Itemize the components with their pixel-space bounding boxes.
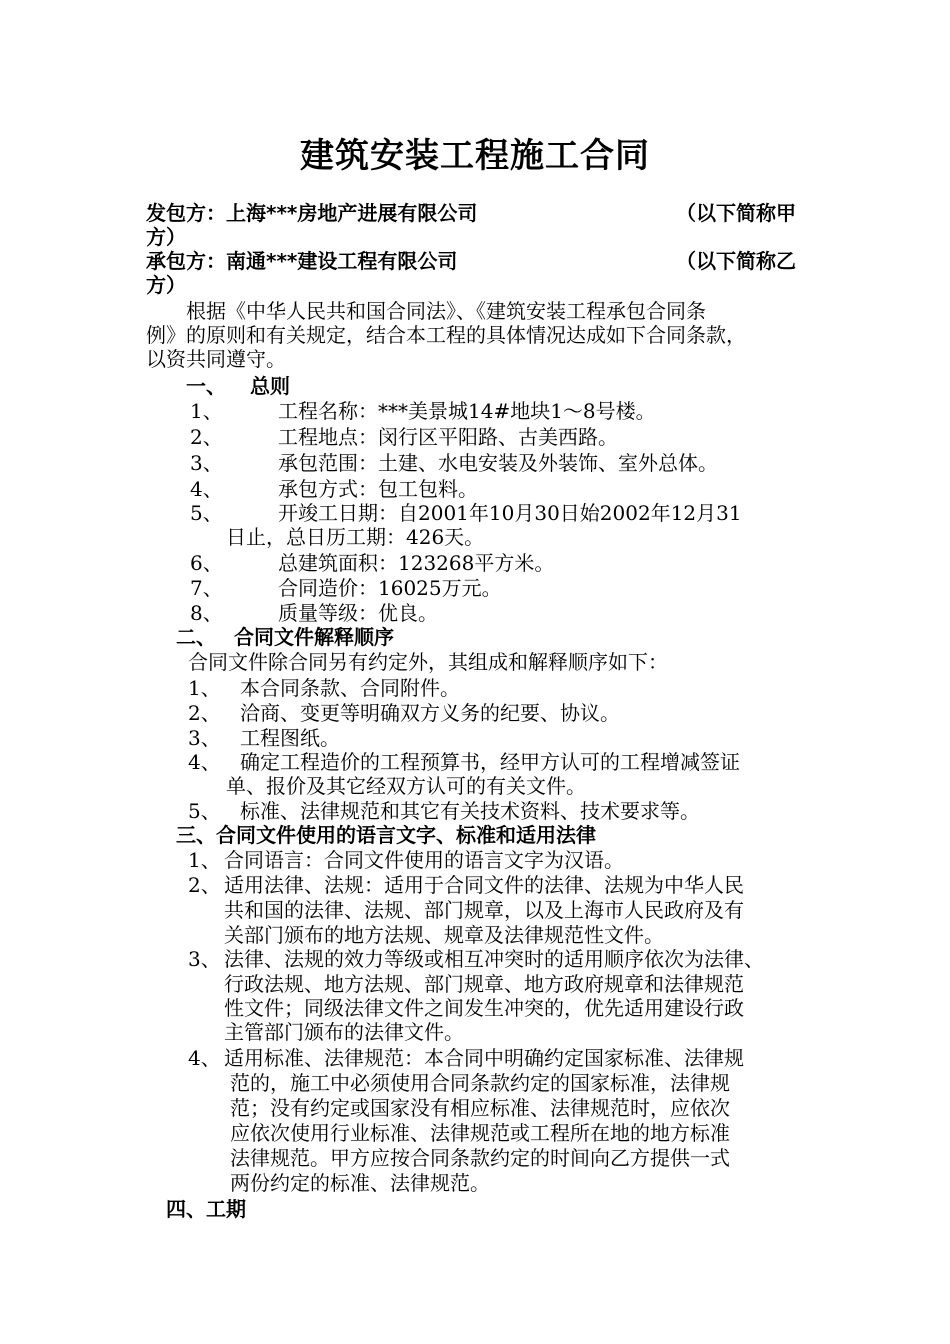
party-b-label: 承包方：南通***建设工程有限公司 xyxy=(146,249,458,273)
document-title: 建筑安装工程施工合同 xyxy=(300,136,650,176)
preamble-line: 例》的原则和有关规定，结合本工程的具体情况达成如下合同条款， xyxy=(146,323,746,347)
list-item-number: 5、 xyxy=(190,501,223,525)
list-item-text-cont: 性文件；同级法律文件之间发生冲突的，优先适用建设行政 xyxy=(224,996,744,1020)
list-item-text-cont: 日止，总日历工期：426天。 xyxy=(226,525,485,549)
list-item-text: 法律、法规的效力等级或相互冲突时的适用顺序依次为法律、 xyxy=(224,947,764,971)
list-item-number: 1、 xyxy=(188,848,221,872)
section-heading: 四、工期 xyxy=(166,1197,246,1221)
section-heading: 总则 xyxy=(250,374,290,398)
party-a-note-cont: 方） xyxy=(146,225,186,249)
list-item-number: 8、 xyxy=(190,601,223,625)
list-item-text: 开竣工日期：自2001年10月30日始2002年12月31 xyxy=(278,501,742,525)
section-heading: 三、合同文件使用的语言文字、标准和适用法律 xyxy=(176,823,596,847)
list-item-text-cont: 应依次使用行业标准、法律规范或工程所在地的地方标准 xyxy=(230,1121,730,1145)
list-item-text-cont: 关部门颁布的地方法规、规章及法律规范性文件。 xyxy=(224,923,664,947)
section-number: 一、 xyxy=(186,374,226,398)
list-item-text: 工程地点：闵行区平阳路、古美西路。 xyxy=(278,425,618,449)
section-number: 二、 xyxy=(176,625,216,649)
preamble-line: 以资共同遵守。 xyxy=(146,347,286,371)
list-item-number: 4、 xyxy=(188,1046,221,1070)
list-item-number: 2、 xyxy=(188,873,221,897)
list-item-number: 6、 xyxy=(190,551,223,575)
list-item-text: 工程名称：***美景城14#地块1～8号楼。 xyxy=(278,399,656,423)
list-item-number: 3、 xyxy=(190,451,223,475)
list-item-text: 确定工程造价的工程预算书，经甲方认可的工程增减签证 xyxy=(240,750,740,774)
list-item-text: 工程图纸。 xyxy=(240,726,340,750)
list-item-text: 洽商、变更等明确双方义务的纪要、协议。 xyxy=(240,701,620,725)
list-item-text-cont: 范；没有约定或国家没有相应标准、法律规范时，应依次 xyxy=(230,1096,730,1120)
section-intro: 合同文件除合同另有约定外，其组成和解释顺序如下： xyxy=(188,650,668,674)
list-item-text: 承包范围：土建、水电安装及外装饰、室外总体。 xyxy=(278,451,718,475)
list-item-number: 5、 xyxy=(188,799,221,823)
list-item-text: 质量等级：优良。 xyxy=(278,601,438,625)
list-item-text-cont: 范的，施工中必须使用合同条款约定的国家标准，法律规 xyxy=(230,1071,730,1095)
list-item-text: 适用标准、法律规范：本合同中明确约定国家标准、法律规 xyxy=(224,1046,744,1070)
list-item-text: 承包方式：包工包料。 xyxy=(278,477,478,501)
list-item-number: 2、 xyxy=(188,701,221,725)
list-item-text: 本合同条款、合同附件。 xyxy=(240,676,460,700)
list-item-number: 3、 xyxy=(188,726,221,750)
list-item-text: 合同造价：16025万元。 xyxy=(278,576,502,600)
list-item-text: 合同语言：合同文件使用的语言文字为汉语。 xyxy=(224,848,624,872)
list-item-text: 适用法律、法规：适用于合同文件的法律、法规为中华人民 xyxy=(224,873,744,897)
list-item-text-cont: 行政法规、地方法规、部门规章、地方政府规章和法律规范 xyxy=(224,972,744,996)
party-a-label: 发包方：上海***房地产进展有限公司 xyxy=(146,201,478,225)
list-item-number: 1、 xyxy=(188,676,221,700)
list-item-number: 4、 xyxy=(188,750,221,774)
section-heading: 合同文件解释顺序 xyxy=(234,625,394,649)
list-item-text: 标准、法律规范和其它有关技术资料、技术要求等。 xyxy=(240,799,700,823)
list-item-number: 4、 xyxy=(190,477,223,501)
party-a-note: （以下简称甲 xyxy=(676,201,796,225)
list-item-text: 总建筑面积：123268平方米。 xyxy=(278,551,555,575)
preamble-line: 根据《中华人民共和国合同法》、《建筑安装工程承包合同条 xyxy=(186,299,706,323)
list-item-number: 2、 xyxy=(190,425,223,449)
list-item-text-cont: 主管部门颁布的法律文件。 xyxy=(224,1020,464,1044)
party-b-note: （以下简称乙 xyxy=(676,249,796,273)
list-item-text-cont: 两份约定的标准、法律规范。 xyxy=(230,1171,490,1195)
list-item-text-cont: 法律规范。甲方应按合同条款约定的时间向乙方提供一式 xyxy=(230,1146,730,1170)
list-item-text-cont: 共和国的法律、法规、部门规章，以及上海市人民政府及有 xyxy=(224,898,744,922)
list-item-number: 3、 xyxy=(188,947,221,971)
party-b-note-cont: 方） xyxy=(146,273,186,297)
list-item-number: 7、 xyxy=(190,576,223,600)
list-item-number: 1、 xyxy=(190,399,223,423)
list-item-text-cont: 单、报价及其它经双方认可的有关文件。 xyxy=(226,774,586,798)
